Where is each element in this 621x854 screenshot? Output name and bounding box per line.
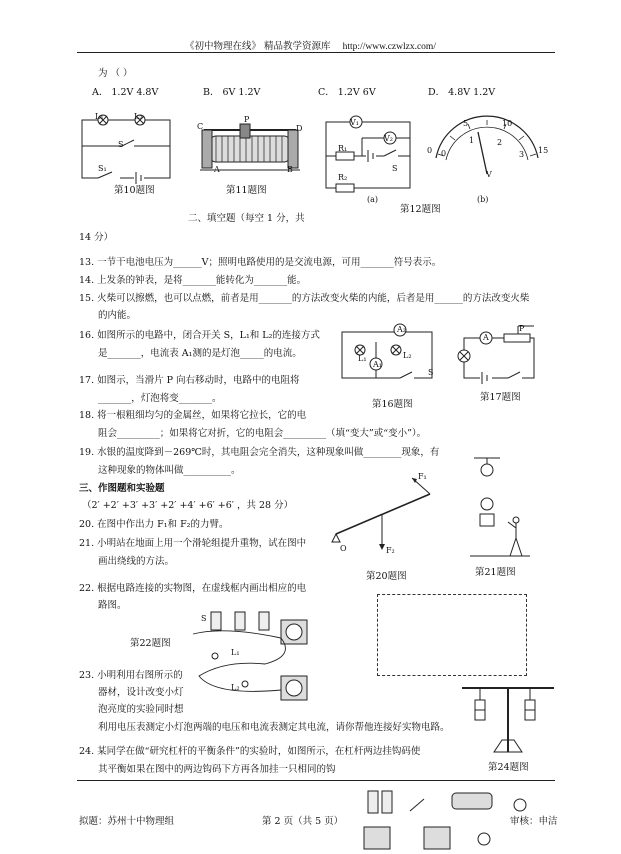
q20: 20. 在图中作出力 F₁和 F₂的力臂。 <box>79 519 229 530</box>
footer-reviewer: 审核：申洁 <box>510 816 558 827</box>
fig21-pulley-system <box>470 454 550 564</box>
fig16-l1-label: L₁ <box>358 354 367 363</box>
q9-option-a: A． 1.2V 4.8V <box>92 87 159 98</box>
q24-line2: 其平衡如果在图中的两边钩码下方再各加挂一只相同的钩 <box>98 764 336 775</box>
fig11-d-label: D <box>296 124 303 133</box>
fig16-a2-label: A₂ <box>397 325 406 334</box>
fig12a-caption: (a) <box>367 195 379 204</box>
section3-points: （2′ +2′ +3′ +3′ +2′ +4′ +6′ +6′ ，共 28 分） <box>82 500 294 511</box>
fig12-v2-label: V₂ <box>384 134 393 143</box>
fig20-f1-label: F₁ <box>418 472 427 481</box>
page-header <box>0 38 621 52</box>
q19-line2: 这种现象的物体叫做__________。 <box>98 465 241 476</box>
q22-line1: 22. 根据电路连接的实物图，在虚线框内画出相应的电 <box>79 583 307 594</box>
q23-line1: 23. 小明利用右图所示的 <box>79 670 183 681</box>
q19-line1: 19. 水银的温度降到－269℃时，其电阻会完全消失，这种现象叫做________现象，有 <box>79 447 440 458</box>
q17-line2: _______，灯泡将变_______。 <box>98 393 222 404</box>
fig10-l2-label: L₂ <box>134 112 143 121</box>
fig20-caption: 第20题图 <box>366 571 407 582</box>
q9-stem: 为 （ ） <box>98 68 133 79</box>
q9-option-d: D． 4.8V 1.2V <box>428 87 496 98</box>
fig16-a1-label: A₁ <box>373 360 382 369</box>
q22-line2: 路图。 <box>98 600 127 611</box>
dial-tick-3: 3 <box>519 150 525 159</box>
header-rule <box>77 52 555 53</box>
fig11-p-label: P <box>244 115 250 124</box>
q13: 13. 一节干电池电压为______V；照明电路使用的是交流电源，可用_______符号表示。 <box>79 257 442 268</box>
fig12-r2-label: R₂ <box>338 173 348 182</box>
dial-tick-0-lower: 0 <box>441 149 447 158</box>
fig12-caption: 第12题图 <box>400 204 441 215</box>
fig16-caption: 第16题图 <box>372 399 413 410</box>
fig17-caption: 第17题图 <box>480 392 521 403</box>
footer-author: 拟题：苏州十中物理组 <box>79 816 175 827</box>
q23-line4: 利用电压表测定小灯泡两端的电压和电流表测定其电流，请你帮他连接好实物电路。 <box>98 722 450 733</box>
q18-line2: 阻会_________；如果将它对折，它的电阻会_________（填“变大”或“变小”）。 <box>98 428 427 439</box>
q15-line2: 的内能。 <box>98 310 137 321</box>
dial-tick-0-upper: 0 <box>427 146 433 155</box>
footer-rule <box>77 780 555 781</box>
footer-page-number: 第 2 页（共 5 页） <box>262 816 344 827</box>
q16-line2: 是_______，电流表 A₁测的是灯泡_____的电流。 <box>98 348 302 359</box>
fig12-v1-label: V₁ <box>350 118 359 127</box>
q23-line2: 器材，设计改变小灯 <box>98 687 184 698</box>
dial-tick-15: 15 <box>538 146 549 155</box>
fig16-s-label: S <box>428 368 434 377</box>
fig16-circuit <box>340 322 440 382</box>
q16-line1: 16. 如图所示的电路中，闭合开关 S，L₁和 L₂的连接方式 <box>79 330 320 341</box>
fig10-caption: 第10题图 <box>114 185 155 196</box>
header-url: http://www.czwlzx.com/ <box>342 42 436 52</box>
fig12b-caption: (b) <box>477 195 489 204</box>
fig12a-circuit <box>322 116 422 192</box>
section2-title: 二、填空题（每空 1 分，共 <box>188 213 305 224</box>
fig10-circuit <box>78 110 178 185</box>
q14: 14. 上发条的钟表，是将_______能转化为_______能。 <box>79 275 307 286</box>
fig17-p-label: P <box>519 324 525 333</box>
fig21-caption: 第21题图 <box>475 567 516 578</box>
fig22-l1-label: L₁ <box>231 648 240 657</box>
fig11-a-label: A <box>214 165 220 174</box>
fig12-s-label: S <box>392 164 398 173</box>
fig10-l1-label: L₁ <box>95 112 104 121</box>
dial-tick-10: 10 <box>502 119 513 128</box>
q21-line2: 画出绕线的方法。 <box>98 556 175 567</box>
dial-tick-1: 1 <box>469 136 475 145</box>
fig12-r1-label: R₁ <box>338 144 348 153</box>
section3-title: 三、作图题和实验题 <box>79 483 165 494</box>
dial-unit-v: V <box>486 170 492 179</box>
fig17-ammeter-label: A <box>483 333 489 342</box>
fig10-s1-label: S₁ <box>98 164 107 173</box>
header-title: 《初中物理在线》 精品教学资源库 <box>185 41 331 52</box>
dial-tick-2: 2 <box>497 138 503 147</box>
q17-line1: 17. 如图示，当滑片 P 向右移动时，电路中的电阻将 <box>79 375 300 386</box>
section2-title-cont: 14 分） <box>79 232 114 243</box>
q15-line1: 15. 火柴可以擦燃，也可以点燃，前者是用_______的方法改变火柴的内能，后者是用______的方法改变火柴 <box>79 293 530 304</box>
fig10-s-label: S <box>118 140 124 149</box>
fig11-caption: 第11题图 <box>226 185 267 196</box>
fig11-b-label: B <box>287 165 293 174</box>
fig20-f2-label: F₂ <box>386 546 395 555</box>
q9-option-b: B． 6V 1.2V <box>203 87 261 98</box>
q18-line1: 18. 将一根粗细均匀的金属丝，如果将它拉长，它的电 <box>79 410 307 421</box>
fig24-caption: 第24题图 <box>488 762 529 773</box>
q24-line1: 24. 某同学在做“研究杠杆的平衡条件”的实验时，如图所示，在杠杆两边挂钩码使 <box>79 746 421 757</box>
fig24-lever-stand <box>458 678 558 762</box>
fig22-caption: 第22题图 <box>130 638 171 649</box>
fig16-l2-label: L₂ <box>403 351 412 360</box>
dial-tick-5: 5 <box>463 119 469 128</box>
q21-line1: 21. 小明站在地面上用一个滑轮组提升重物，试在图中 <box>79 538 307 549</box>
fig22-s-label: S <box>201 614 207 623</box>
fig22-l2-label: L₂ <box>231 683 240 692</box>
fig17-circuit <box>452 322 544 382</box>
q23-line3: 泡亮度的实验同时想 <box>98 704 184 715</box>
answer-box-dashed <box>377 594 527 676</box>
q9-option-c: C． 1.2V 6V <box>318 87 376 98</box>
fig11-c-label: C <box>197 122 204 131</box>
fig20-o-label: O <box>340 544 347 553</box>
